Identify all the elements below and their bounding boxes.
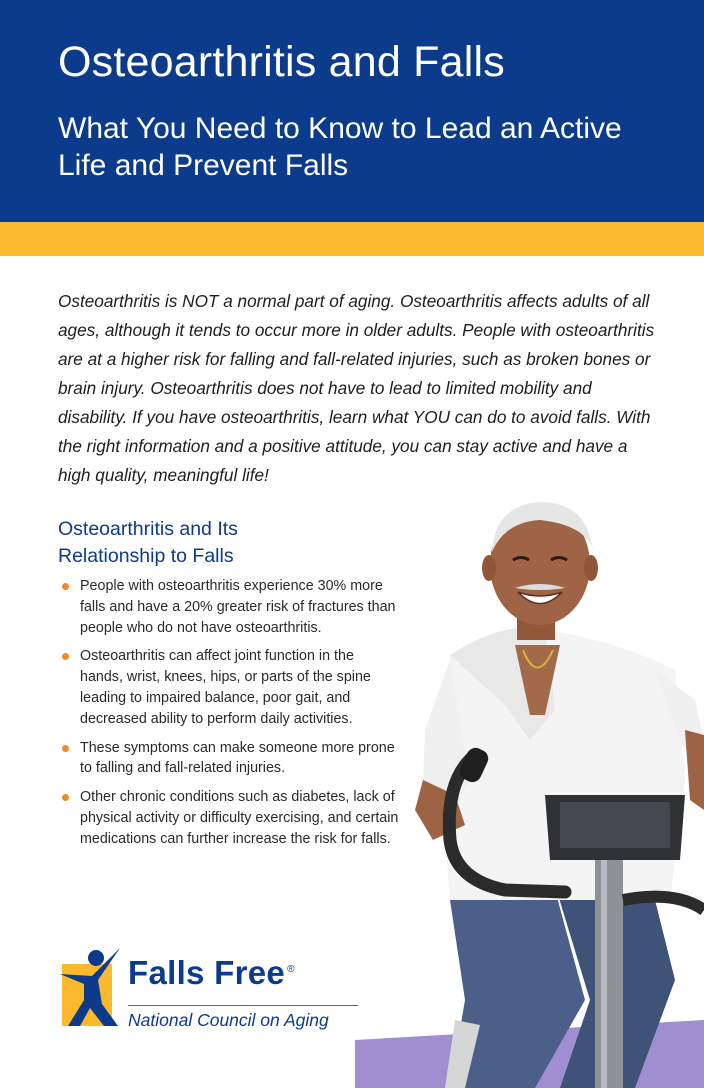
- bullet-text: Osteoarthritis can affect joint function in the hands, wrist, knees, hips, or parts of the spine leading to impaired balance, poor gait, and decreased ability to perform daily activities.: [80, 648, 371, 727]
- bullet-text: Other chronic conditions such as diabetes, lack of physical activity or difficulty exercising, and certain medications can further increase the risk for falls.: [80, 789, 399, 847]
- page-subtitle: What You Need to Know to Lead an Active Life and Prevent Falls: [58, 112, 622, 182]
- bullet-icon: [62, 745, 69, 752]
- bullet-list: [60, 576, 400, 858]
- logo-org-name: National Council on Aging: [128, 1010, 329, 1030]
- falls-free-logo: [58, 944, 358, 1034]
- bullet-text: People with osteoarthritis experience 30% more falls and have a 20% greater risk of fractures than people who do not have osteoarthritis.: [80, 578, 396, 636]
- intro-paragraph: Osteoarthritis is NOT a normal part of aging. Osteoarthritis affects adults of all ages, although it tends to occur more in older adults. People with osteoarthritis are at a higher risk for falling and fall-related injuries, such as broken bones or brain injury. Osteoarthritis does not have to lead to limited mobility and disability. If you have osteoarthritis, learn what YOU can do to avoid falls. With the right information and a positive attitude, you can stay active and have a high quality, meaningful life!: [58, 291, 655, 485]
- page-title: Osteoarthritis and Falls: [58, 38, 505, 86]
- header-banner: [0, 0, 704, 222]
- bullet-icon: [62, 653, 69, 660]
- logo-name: [128, 954, 295, 992]
- logo-name-text: Falls Free: [128, 954, 286, 991]
- registered-mark: ®: [287, 964, 295, 975]
- bullet-icon: [62, 583, 69, 590]
- bullet-text: These symptoms can make someone more prone to falling and fall-related injuries.: [80, 739, 395, 777]
- logo-divider: [128, 1005, 358, 1006]
- list-item: [60, 738, 400, 780]
- list-item: [60, 646, 400, 729]
- list-item: [60, 576, 400, 638]
- list-item: [60, 787, 400, 849]
- accent-stripe: [0, 222, 704, 256]
- falls-free-figure-icon: [58, 944, 124, 1030]
- section-heading: Osteoarthritis and Its Relationship to Falls: [58, 518, 238, 567]
- exercise-bike-photo: [355, 480, 704, 1088]
- bullet-icon: [62, 794, 69, 801]
